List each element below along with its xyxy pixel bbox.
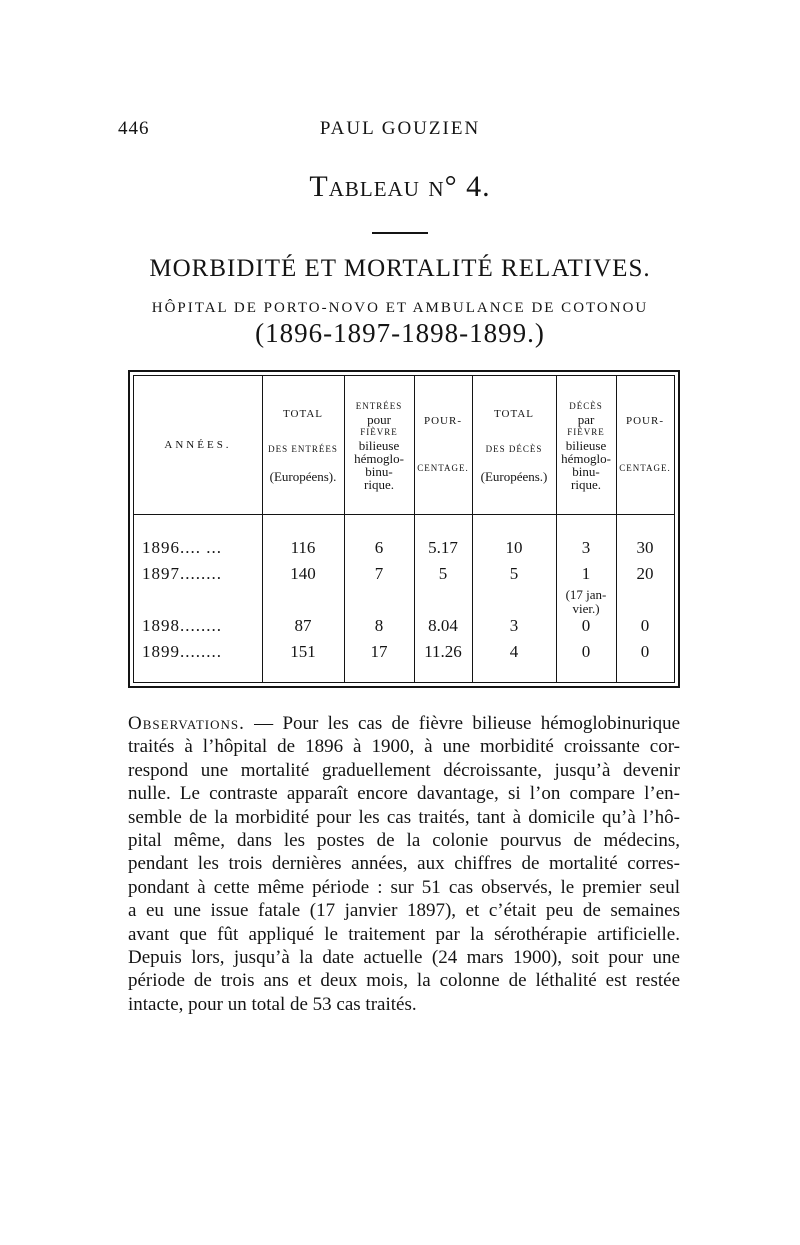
- cell-deces-fievre: 0: [581, 616, 591, 635]
- cell-total-deces: 5: [509, 564, 519, 583]
- cell-pourcentage: 8.04: [428, 616, 458, 635]
- paragraph-line: période de trois ans et deux mois, la colonne de léthalité est restée: [128, 970, 680, 992]
- paragraph-line: Depuis lors, jusqu’à la date actuelle (24 mars 1900), soit pour une: [128, 946, 680, 968]
- cell-total-entrees: 116: [290, 538, 316, 557]
- header-separator: [134, 514, 674, 515]
- paragraph-line: pital même, dans les postes de la colonie pourvus de médecins,: [128, 829, 680, 851]
- observations-paragraph: [128, 712, 680, 1016]
- paragraph-line: avant que fût appliqué le traitement par la sérothérapie artificielle.: [128, 923, 680, 945]
- running-head: PAUL GOUZIEN: [319, 118, 481, 139]
- cell-pourcentage: 0: [640, 642, 650, 661]
- cell-entrees-fievre: 7: [374, 564, 384, 583]
- header-total-entrees: TOTAL DES ENTRÉES (Européens).: [268, 407, 338, 484]
- table-title: Tableau n° 4.: [309, 170, 491, 203]
- subtitle: HÔPITAL DE PORTO-NOVO ET AMBULANCE DE COTONOU: [151, 300, 649, 316]
- cell-pourcentage: 30: [636, 538, 654, 557]
- cell-deces-fievre: 0: [581, 642, 591, 661]
- cell-total-entrees: 151: [290, 642, 316, 661]
- cell-pourcentage: 5: [438, 564, 448, 583]
- cell-total-entrees: 140: [290, 564, 316, 583]
- cell-note: (17 jan- vier.): [565, 587, 607, 616]
- row-year: 1896.... ...: [142, 538, 222, 557]
- cell-pourcentage: 5.17: [428, 538, 458, 557]
- cell-deces-fievre: 3: [581, 538, 591, 557]
- row-year: 1899........: [142, 642, 222, 661]
- cell-total-deces: 3: [509, 616, 519, 635]
- header-pourcentage: POUR- CENTAGE.: [619, 415, 671, 473]
- paragraph-line: a eu une issue fatale (17 janvier 1897), et c’était peu de semaines: [128, 900, 680, 922]
- years-range: (1896-1897-1898-1899.): [255, 318, 545, 348]
- main-title: MORBIDITÉ ET MORTALITÉ RELATIVES.: [149, 255, 651, 282]
- paragraph-line: Observations. — Pour les cas de fièvre bilieuse hémoglobinurique: [128, 713, 680, 734]
- title-rule: [372, 232, 428, 234]
- paragraph-line: traités à l’hôpital de 1896 à 1900, à une morbidité croissante cor-: [128, 736, 680, 758]
- row-year: 1897........: [142, 564, 222, 583]
- page-number: 446: [118, 118, 150, 139]
- paragraph-line: intacte, pour un total de 53 cas traités.: [128, 993, 417, 1015]
- header-pourcentage: POUR- CENTAGE.: [417, 415, 469, 473]
- paragraph-line: nulle. Le contraste apparaît encore davantage, si l’on compare l’en-: [128, 783, 680, 805]
- cell-pourcentage: 11.26: [424, 642, 462, 661]
- cell-total-entrees: 87: [294, 616, 312, 635]
- cell-entrees-fievre: 17: [370, 642, 388, 661]
- header-entrees-fievre: ENTRÉES pour FIÈVRE bilieuse hémoglo- binu- rique.: [354, 400, 404, 492]
- cell-total-deces: 4: [509, 642, 519, 661]
- cell-total-deces: 10: [505, 538, 523, 557]
- observations-label: Observations.: [128, 713, 245, 734]
- paragraph-line: respond une mortalité graduellement décroissante, jusqu’à devenir: [128, 759, 680, 781]
- header-annees: ANNÉES.: [164, 438, 232, 451]
- header-total-deces: TOTAL DES DÉCÈS (Européens.): [480, 407, 548, 484]
- header-deces-fievre: DÉCÈS par FIÈVRE bilieuse hémoglo- binu- rique.: [561, 400, 611, 492]
- paragraph-line: semble de la morbidité pour les cas traités, tant à domicile qu’à l’hô-: [128, 806, 680, 828]
- paragraph-line: pondant à cette même période : sur 51 cas observés, le premier seul: [128, 876, 680, 898]
- paragraph-line: pendant les trois dernières années, aux chiffres de mortalité corres-: [128, 853, 680, 875]
- cell-deces-fievre: 1: [581, 564, 591, 583]
- cell-pourcentage: 20: [636, 564, 654, 583]
- cell-entrees-fievre: 8: [374, 616, 384, 635]
- cell-pourcentage: 0: [640, 616, 650, 635]
- cell-entrees-fievre: 6: [374, 538, 384, 557]
- row-year: 1898........: [142, 616, 222, 635]
- statistics-table: [128, 370, 680, 688]
